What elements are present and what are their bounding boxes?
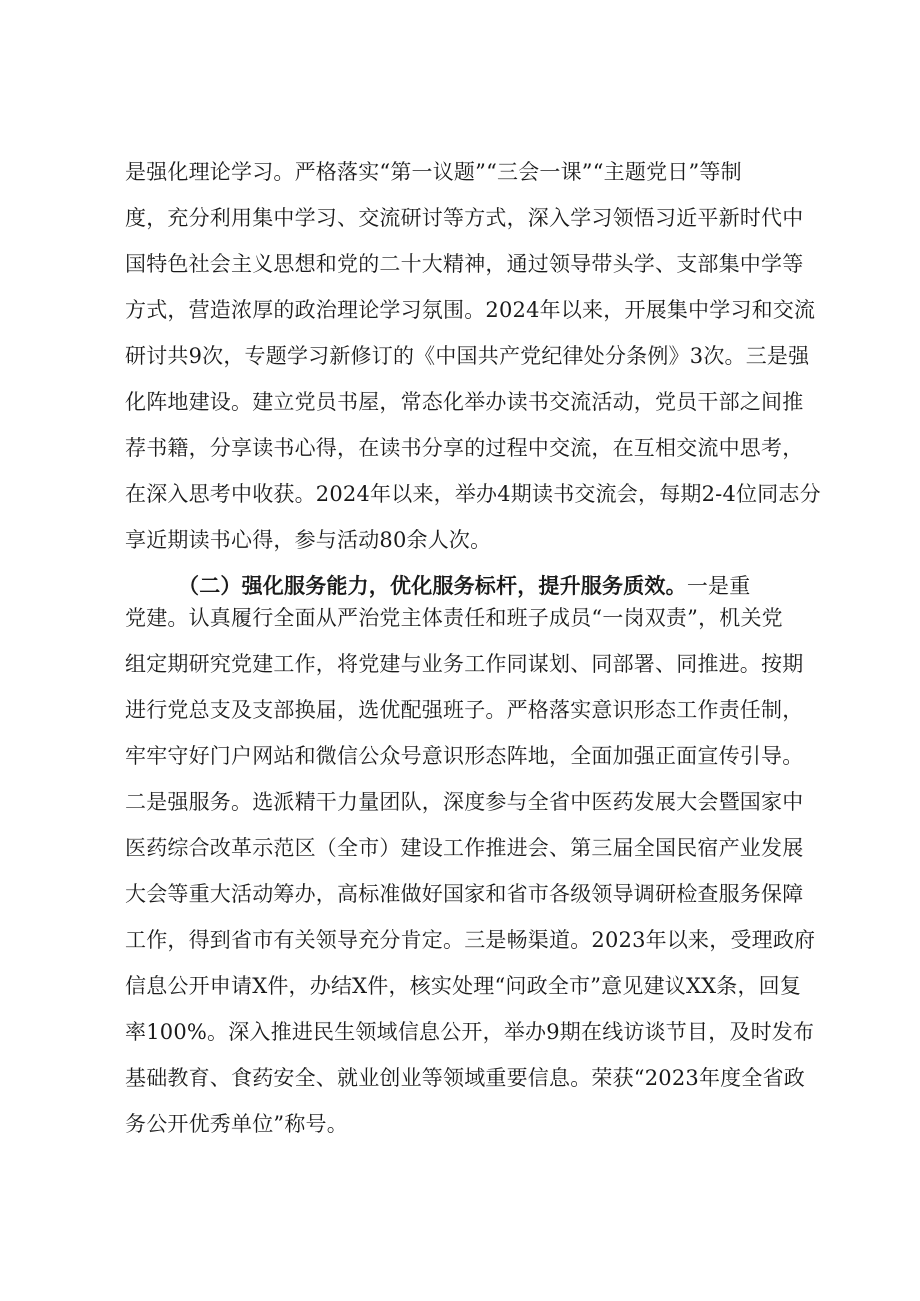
- text-line: 医药综合改革示范区（全市）建设工作推进会、第三届全国民宿产业发展: [125, 836, 804, 860]
- text-line: 组定期研究党建工作，将党建与业务工作同谋划、同部署、同推进。按期: [125, 652, 804, 676]
- text-line: 基础教育、食药安全、就业创业等领域重要信息。荣获“2023年度全省政: [125, 1066, 805, 1090]
- text-line: 研讨共9次，专题学习新修订的《中国共产党纪律处分条例》3次。三是强: [125, 344, 810, 368]
- text-line: 享近期读书心得，参与活动80余人次。: [125, 528, 492, 552]
- text-line: 信息公开申请X件，办结X件，核实处理“问政全市”意见建议XX条，回复: [125, 974, 802, 998]
- text-line: 在深入思考中收获。2024年以来，举办4期读书交流会，每期2-4位同志分: [125, 482, 821, 506]
- section-heading-line: [178, 569, 750, 603]
- heading-line-rest: 一是重: [686, 574, 751, 598]
- text-line: 务公开优秀单位”称号。: [125, 1112, 348, 1136]
- text-line: 是强化理论学习。严格落实“第一议题”“三会一课”“主题党日”等制: [125, 160, 742, 184]
- text-line: 工作，得到省市有关领导充分肯定。三是畅渠道。2023年以来，受理政府: [125, 928, 816, 952]
- text-line: 牢牢守好门户网站和微信公众号意识形态阵地，全面加强正面宣传引导。: [125, 744, 804, 768]
- text-line: 方式，营造浓厚的政治理论学习氛围。2024年以来，开展集中学习和交流: [125, 298, 816, 322]
- text-line: 大会等重大活动筹办，高标准做好国家和省市各级领导调研检查服务保障: [125, 882, 804, 906]
- text-line: 国特色社会主义思想和党的二十大精神，通过领导带头学、支部集中学等: [125, 252, 804, 276]
- text-line: 党建。认真履行全面从严治党主体责任和班子成员“一岗双责”，机关党: [125, 606, 783, 630]
- text-line: 二是强服务。选派精干力量团队，深度参与全省中医药发展大会暨国家中: [125, 790, 804, 814]
- text-line: 进行党总支及支部换届，选优配强班子。严格落实意识形态工作责任制，: [125, 698, 804, 722]
- text-line: 荐书籍，分享读书心得，在读书分享的过程中交流，在互相交流中思考，: [125, 436, 804, 460]
- section-heading: （二）强化服务能力，优化服务标杆，提升服务质效。: [178, 574, 687, 598]
- text-line: 化阵地建设。建立党员书屋，常态化举办读书交流活动，党员干部之间推: [125, 390, 804, 414]
- text-line: 度，充分利用集中学习、交流研讨等方式，深入学习领悟习近平新时代中: [125, 206, 804, 230]
- text-line: 率100%。深入推进民生领域信息公开，举办9期在线访谈节目，及时发布: [125, 1020, 815, 1044]
